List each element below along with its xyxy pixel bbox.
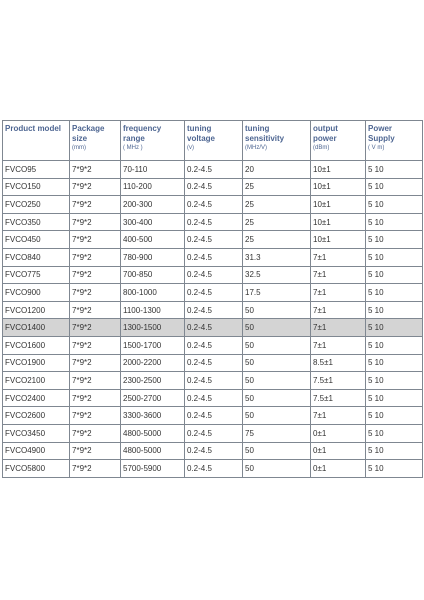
cell-power-supply: 5 10	[366, 442, 423, 460]
cell-power-supply: 5 10	[366, 161, 423, 179]
cell-package-size: 7*9*2	[70, 372, 121, 390]
cell-product-model: FVCO775	[3, 266, 70, 284]
cell-frequency-range: 2500-2700	[121, 389, 185, 407]
cell-frequency-range: 4800-5000	[121, 424, 185, 442]
cell-tuning-voltage: 0.2-4.5	[185, 266, 243, 284]
header-label: tuning voltage	[187, 124, 216, 143]
table-row	[3, 407, 423, 425]
cell-product-model: FVCO840	[3, 248, 70, 266]
header-label: Package size	[72, 124, 105, 143]
cell-package-size: 7*9*2	[70, 407, 121, 425]
cell-frequency-range: 70-110	[121, 161, 185, 179]
cell-tuning-voltage: 0.2-4.5	[185, 248, 243, 266]
cell-tuning-sensitivity: 75	[243, 424, 311, 442]
cell-product-model: FVCO5800	[3, 460, 70, 478]
table-row	[3, 301, 423, 319]
cell-package-size: 7*9*2	[70, 213, 121, 231]
cell-power-supply: 5 10	[366, 389, 423, 407]
cell-product-model: FVCO900	[3, 284, 70, 302]
cell-tuning-sensitivity: 50	[243, 442, 311, 460]
cell-package-size: 7*9*2	[70, 178, 121, 196]
cell-output-power: 7±1	[311, 319, 366, 337]
header-package-size	[70, 121, 121, 161]
header-label: Product model	[5, 124, 62, 133]
cell-frequency-range: 3300-3600	[121, 407, 185, 425]
cell-output-power: 10±1	[311, 196, 366, 214]
header-unit: (mm)	[72, 145, 86, 151]
cell-product-model: FVCO150	[3, 178, 70, 196]
cell-frequency-range: 400-500	[121, 231, 185, 249]
header-power-supply	[366, 121, 423, 161]
cell-tuning-sensitivity: 32.5	[243, 266, 311, 284]
spec-table	[2, 120, 423, 478]
cell-output-power: 7±1	[311, 266, 366, 284]
header-unit: (dBm)	[313, 145, 330, 151]
cell-package-size: 7*9*2	[70, 248, 121, 266]
cell-product-model: FVCO1200	[3, 301, 70, 319]
cell-tuning-sensitivity: 50	[243, 407, 311, 425]
cell-package-size: 7*9*2	[70, 301, 121, 319]
table-row	[3, 460, 423, 478]
spec-table-header	[3, 121, 423, 161]
table-row	[3, 213, 423, 231]
cell-output-power: 7±1	[311, 284, 366, 302]
table-row	[3, 442, 423, 460]
cell-output-power: 0±1	[311, 442, 366, 460]
cell-product-model: FVCO1900	[3, 354, 70, 372]
cell-package-size: 7*9*2	[70, 319, 121, 337]
cell-tuning-voltage: 0.2-4.5	[185, 178, 243, 196]
cell-power-supply: 5 10	[366, 336, 423, 354]
header-row	[3, 121, 423, 161]
table-row	[3, 336, 423, 354]
cell-power-supply: 5 10	[366, 248, 423, 266]
cell-power-supply: 5 10	[366, 213, 423, 231]
cell-tuning-voltage: 0.2-4.5	[185, 284, 243, 302]
cell-tuning-voltage: 0.2-4.5	[185, 161, 243, 179]
cell-frequency-range: 800-1000	[121, 284, 185, 302]
cell-tuning-sensitivity: 31.3	[243, 248, 311, 266]
table-row	[3, 231, 423, 249]
cell-power-supply: 5 10	[366, 196, 423, 214]
cell-tuning-sensitivity: 50	[243, 372, 311, 390]
cell-package-size: 7*9*2	[70, 161, 121, 179]
cell-power-supply: 5 10	[366, 424, 423, 442]
cell-output-power: 10±1	[311, 178, 366, 196]
cell-product-model: FVCO1400	[3, 319, 70, 337]
header-unit: (v)	[187, 145, 194, 151]
cell-output-power: 7±1	[311, 336, 366, 354]
cell-output-power: 0±1	[311, 460, 366, 478]
cell-frequency-range: 200-300	[121, 196, 185, 214]
cell-power-supply: 5 10	[366, 319, 423, 337]
cell-frequency-range: 780-900	[121, 248, 185, 266]
cell-tuning-voltage: 0.2-4.5	[185, 424, 243, 442]
table-row	[3, 196, 423, 214]
cell-tuning-voltage: 0.2-4.5	[185, 354, 243, 372]
cell-tuning-sensitivity: 25	[243, 213, 311, 231]
cell-tuning-voltage: 0.2-4.5	[185, 196, 243, 214]
cell-product-model: FVCO450	[3, 231, 70, 249]
header-frequency-range	[121, 121, 185, 161]
cell-tuning-voltage: 0.2-4.5	[185, 389, 243, 407]
cell-frequency-range: 1100-1300	[121, 301, 185, 319]
cell-package-size: 7*9*2	[70, 389, 121, 407]
cell-power-supply: 5 10	[366, 301, 423, 319]
cell-product-model: FVCO2600	[3, 407, 70, 425]
header-label: output power	[313, 124, 338, 143]
cell-package-size: 7*9*2	[70, 460, 121, 478]
cell-output-power: 7.5±1	[311, 389, 366, 407]
cell-tuning-voltage: 0.2-4.5	[185, 319, 243, 337]
table-row	[3, 178, 423, 196]
table-row	[3, 372, 423, 390]
cell-frequency-range: 1500-1700	[121, 336, 185, 354]
cell-output-power: 8.5±1	[311, 354, 366, 372]
cell-frequency-range: 110-200	[121, 178, 185, 196]
cell-package-size: 7*9*2	[70, 354, 121, 372]
table-row	[3, 424, 423, 442]
cell-output-power: 10±1	[311, 231, 366, 249]
cell-frequency-range: 2300-2500	[121, 372, 185, 390]
cell-output-power: 0±1	[311, 424, 366, 442]
cell-tuning-voltage: 0.2-4.5	[185, 442, 243, 460]
cell-package-size: 7*9*2	[70, 442, 121, 460]
cell-product-model: FVCO4900	[3, 442, 70, 460]
cell-tuning-voltage: 0.2-4.5	[185, 231, 243, 249]
cell-product-model: FVCO3450	[3, 424, 70, 442]
cell-product-model: FVCO95	[3, 161, 70, 179]
spec-table-body	[3, 161, 423, 478]
cell-tuning-sensitivity: 25	[243, 196, 311, 214]
cell-product-model: FVCO2400	[3, 389, 70, 407]
cell-power-supply: 5 10	[366, 178, 423, 196]
cell-product-model: FVCO2100	[3, 372, 70, 390]
header-output-power	[311, 121, 366, 161]
cell-frequency-range: 300-400	[121, 213, 185, 231]
cell-frequency-range: 5700-5900	[121, 460, 185, 478]
header-label: frequency range	[123, 124, 162, 143]
header-label: Power Supply	[368, 124, 395, 143]
cell-tuning-sensitivity: 50	[243, 389, 311, 407]
cell-tuning-sensitivity: 25	[243, 231, 311, 249]
cell-tuning-sensitivity: 50	[243, 460, 311, 478]
cell-tuning-sensitivity: 25	[243, 178, 311, 196]
cell-tuning-sensitivity: 20	[243, 161, 311, 179]
cell-output-power: 10±1	[311, 213, 366, 231]
table-row	[3, 284, 423, 302]
cell-package-size: 7*9*2	[70, 266, 121, 284]
cell-output-power: 10±1	[311, 161, 366, 179]
cell-tuning-voltage: 0.2-4.5	[185, 336, 243, 354]
cell-tuning-sensitivity: 17.5	[243, 284, 311, 302]
cell-package-size: 7*9*2	[70, 424, 121, 442]
cell-tuning-voltage: 0.2-4.5	[185, 460, 243, 478]
cell-frequency-range: 700-850	[121, 266, 185, 284]
cell-tuning-voltage: 0.2-4.5	[185, 213, 243, 231]
cell-tuning-sensitivity: 50	[243, 354, 311, 372]
cell-output-power: 7±1	[311, 301, 366, 319]
cell-power-supply: 5 10	[366, 372, 423, 390]
cell-power-supply: 5 10	[366, 231, 423, 249]
cell-frequency-range: 1300-1500	[121, 319, 185, 337]
cell-package-size: 7*9*2	[70, 231, 121, 249]
table-row	[3, 354, 423, 372]
cell-tuning-sensitivity: 50	[243, 319, 311, 337]
cell-output-power: 7±1	[311, 407, 366, 425]
table-row	[3, 389, 423, 407]
cell-product-model: FVCO250	[3, 196, 70, 214]
cell-power-supply: 5 10	[366, 354, 423, 372]
header-unit: ( V m)	[368, 145, 385, 151]
cell-frequency-range: 2000-2200	[121, 354, 185, 372]
header-unit: (MHz/V)	[245, 145, 267, 151]
header-product-model	[3, 121, 70, 161]
table-row-highlighted	[3, 319, 423, 337]
cell-frequency-range: 4800-5000	[121, 442, 185, 460]
cell-product-model: FVCO1600	[3, 336, 70, 354]
cell-package-size: 7*9*2	[70, 336, 121, 354]
cell-tuning-voltage: 0.2-4.5	[185, 372, 243, 390]
cell-product-model: FVCO350	[3, 213, 70, 231]
cell-tuning-voltage: 0.2-4.5	[185, 407, 243, 425]
header-unit: ( MHz )	[123, 145, 143, 151]
header-tuning-voltage	[185, 121, 243, 161]
cell-package-size: 7*9*2	[70, 196, 121, 214]
cell-power-supply: 5 10	[366, 407, 423, 425]
table-row	[3, 248, 423, 266]
header-label: tuning sensitivity	[245, 124, 285, 143]
cell-power-supply: 5 10	[366, 284, 423, 302]
cell-output-power: 7±1	[311, 248, 366, 266]
cell-power-supply: 5 10	[366, 460, 423, 478]
cell-tuning-sensitivity: 50	[243, 301, 311, 319]
cell-tuning-voltage: 0.2-4.5	[185, 301, 243, 319]
header-tuning-sensitivity	[243, 121, 311, 161]
table-row	[3, 161, 423, 179]
table-row	[3, 266, 423, 284]
cell-output-power: 7.5±1	[311, 372, 366, 390]
cell-power-supply: 5 10	[366, 266, 423, 284]
cell-tuning-sensitivity: 50	[243, 336, 311, 354]
cell-package-size: 7*9*2	[70, 284, 121, 302]
